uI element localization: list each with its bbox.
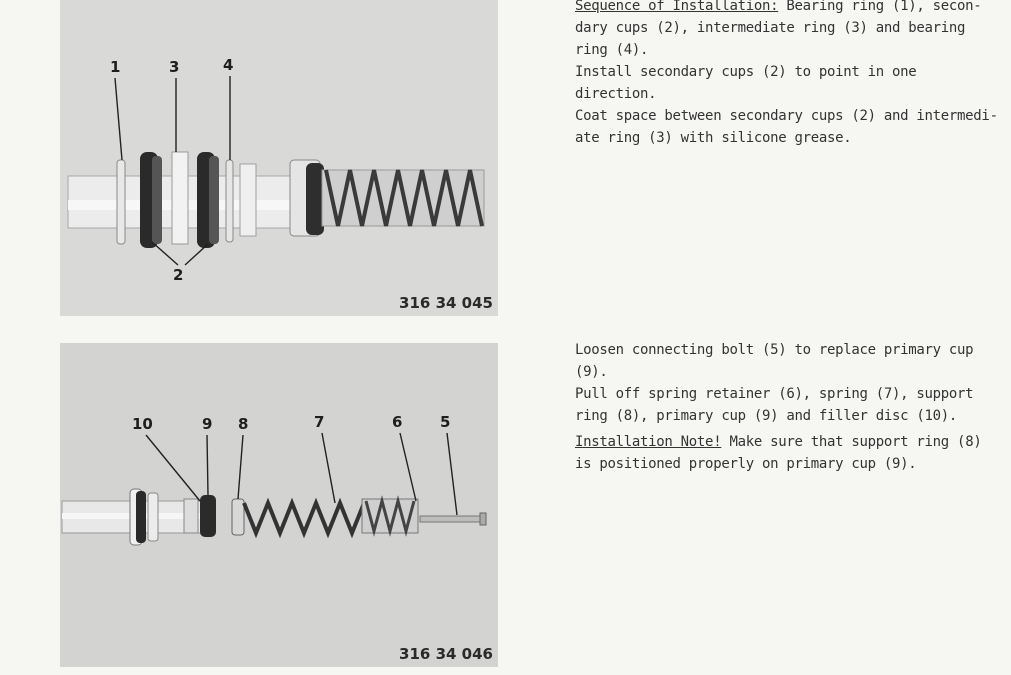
primary-cup-replacement-text: [575, 339, 1005, 475]
callout-5: 5: [440, 413, 451, 431]
text1-line-6: ate ring (3) with silicone grease.: [575, 130, 852, 146]
callout-6: 6: [392, 413, 403, 431]
text2-line-2: (9).: [575, 364, 608, 380]
text1-line-3: ring (4).: [575, 42, 649, 58]
callout-2: 2: [173, 266, 184, 284]
text2-line-1: Loosen connecting bolt (5) to replace primary cup: [575, 342, 974, 358]
installation-sequence-text: [575, 0, 1005, 149]
callout-8: 8: [238, 415, 249, 433]
callout-1: 1: [110, 58, 121, 76]
text1-line-5: Coat space between secondary cups (2) and intermedi-: [575, 108, 998, 124]
text2-line-3: Pull off spring retainer (6), spring (7), support: [575, 386, 974, 402]
callout-3: 3: [169, 58, 180, 76]
installation-note-line-1: [575, 431, 1005, 453]
piston-assembly-illustration-2: [60, 343, 498, 667]
figure-number-2: 316 34 046: [399, 645, 493, 663]
callout-10: 10: [132, 415, 153, 433]
installation-note-heading: Installation Note!: [575, 434, 722, 450]
text1-line-1-rest: Bearing ring (1), secon-: [778, 0, 982, 14]
figure-photo-1: [60, 0, 498, 316]
figure-photo-2: [60, 343, 498, 667]
text1-line-4: Install secondary cups (2) to point in one direction.: [575, 64, 917, 102]
sequence-heading: Sequence of Installation:: [575, 0, 779, 14]
figure-number-1: 316 34 045: [399, 294, 493, 312]
text2-line-4: ring (8), primary cup (9) and filler disc (10).: [575, 408, 958, 424]
installation-note-line-2: is positioned properly on primary cup (9).: [575, 456, 917, 472]
callout-9: 9: [202, 415, 213, 433]
text1-line-1: [575, 0, 1005, 17]
callout-4: 4: [223, 56, 234, 74]
piston-assembly-illustration-1: [60, 0, 498, 316]
callout-7: 7: [314, 413, 325, 431]
installation-note-rest: Make sure that support ring (8): [721, 434, 982, 450]
text1-line-2: dary cups (2), intermediate ring (3) and bearing: [575, 20, 966, 36]
